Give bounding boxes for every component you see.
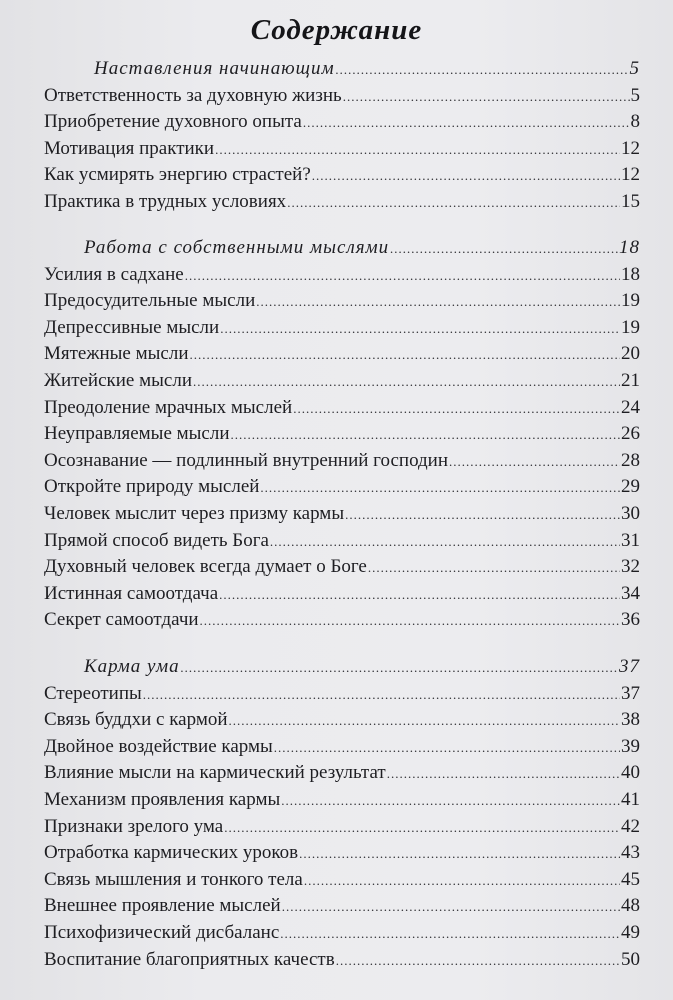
toc-entry-label: Внешнее проявление мыслей	[44, 895, 281, 917]
toc-entry	[44, 164, 640, 191]
toc-entry	[44, 949, 640, 976]
toc-leader-dots	[387, 766, 620, 782]
toc-section-heading	[44, 656, 640, 683]
toc-entry-label: Человек мыслит через призму кармы	[44, 502, 345, 524]
toc-entry-label: Как усмирять энергию страстей?	[44, 164, 311, 186]
toc-entry-page: 28	[621, 449, 640, 471]
toc-heading-label: Работа с собственными мыслями	[84, 237, 390, 258]
toc-entry	[44, 317, 640, 344]
toc-entry	[44, 530, 640, 557]
toc-entry-page: 24	[621, 396, 640, 418]
toc-leader-dots	[274, 740, 620, 756]
toc-section-heading	[44, 58, 640, 85]
toc-entry-label: Приобретение духовного опыта	[44, 111, 302, 133]
toc-leader-dots	[293, 401, 620, 417]
toc-leader-dots	[449, 454, 620, 470]
toc-entry	[44, 191, 640, 218]
toc-entry-label: Усилия в садхане	[44, 263, 184, 285]
toc-leader-dots	[336, 62, 629, 78]
toc-leader-dots	[343, 89, 630, 105]
toc-leader-dots	[200, 613, 620, 629]
toc-heading-label: Карма ума	[84, 656, 180, 677]
toc-entry-label: Мотивация практики	[44, 137, 215, 159]
toc-entry	[44, 789, 640, 816]
toc-entry	[44, 476, 640, 503]
toc-entry-page: 40	[621, 762, 640, 784]
toc-leader-dots	[390, 241, 618, 257]
toc-entry-label: Механизм проявления кармы	[44, 788, 281, 810]
toc-leader-dots	[215, 142, 620, 158]
toc-heading-page: 18	[619, 237, 640, 258]
toc-leader-dots	[304, 873, 620, 889]
toc-entry-page: 18	[621, 263, 640, 285]
toc-entry-label: Депрессивные мысли	[44, 316, 220, 338]
toc-entry-label: Откройте природу мыслей	[44, 476, 260, 498]
toc-entry-label: Истинная самоотдача	[44, 582, 219, 604]
toc-entry	[44, 895, 640, 922]
toc-entry-label: Осознавание — подлинный внутренний господин	[44, 449, 449, 471]
toc-entry	[44, 869, 640, 896]
toc-entry	[44, 609, 640, 636]
toc-entry	[44, 138, 640, 165]
toc-leader-dots	[231, 427, 620, 443]
toc-entry-page: 20	[621, 343, 640, 365]
toc-entry	[44, 583, 640, 610]
toc-leader-dots	[282, 899, 620, 915]
toc-entry-page: 38	[621, 709, 640, 731]
toc-section-2	[44, 237, 640, 636]
toc-entry-label: Воспитание благоприятных качеств	[44, 948, 335, 970]
toc-entry-label: Двойное воздействие кармы	[44, 735, 273, 757]
toc-entry-label: Связь буддхи с кармой	[44, 709, 228, 731]
toc-entry	[44, 450, 640, 477]
toc-entry-page: 34	[621, 582, 640, 604]
toc-entry	[44, 762, 640, 789]
toc-entry	[44, 290, 640, 317]
toc-entry	[44, 343, 640, 370]
toc-leader-dots	[181, 660, 618, 676]
toc-entry-label: Психофизический дисбаланс	[44, 921, 280, 943]
toc-entry	[44, 842, 640, 869]
toc-leader-dots	[229, 713, 620, 729]
toc-entry	[44, 709, 640, 736]
toc-leader-dots	[185, 268, 620, 284]
toc-section-1	[44, 58, 640, 218]
toc-heading-label: Наставления начинающим	[94, 58, 335, 79]
toc-entry-page: 31	[621, 529, 640, 551]
toc-leader-dots	[303, 115, 630, 131]
toc-leader-dots	[312, 168, 620, 184]
toc-entry-page: 45	[621, 868, 640, 890]
toc-entry-page: 12	[621, 137, 640, 159]
toc-entry-page: 36	[621, 609, 640, 631]
toc-entry-page: 26	[621, 423, 640, 445]
toc-entry-page: 30	[621, 502, 640, 524]
toc-entry-page: 42	[621, 815, 640, 837]
toc-entry-page: 19	[621, 316, 640, 338]
toc-entry-page: 15	[621, 190, 640, 212]
toc-entry-label: Стереотипы	[44, 682, 142, 704]
toc-entry	[44, 503, 640, 530]
toc-section-heading	[44, 237, 640, 264]
toc-entry-page: 48	[621, 895, 640, 917]
toc-entry	[44, 736, 640, 763]
toc-entry-page: 5	[630, 84, 640, 106]
toc-entry	[44, 423, 640, 450]
toc-entry-label: Секрет самоотдачи	[44, 609, 199, 631]
toc-entry-label: Преодоление мрачных мыслей	[44, 396, 293, 418]
toc-entry	[44, 264, 640, 291]
toc-entry-page: 50	[621, 948, 640, 970]
page-title: Содержание	[250, 14, 423, 46]
toc-entry	[44, 816, 640, 843]
toc-entry	[44, 111, 640, 138]
toc-entry	[44, 85, 640, 112]
toc-leader-dots	[280, 926, 620, 942]
toc-leader-dots	[190, 347, 621, 363]
toc-leader-dots	[219, 587, 620, 603]
toc-leader-dots	[281, 793, 620, 809]
toc-entry	[44, 556, 640, 583]
toc-entry-label: Предосудительные мысли	[44, 290, 256, 312]
toc-leader-dots	[287, 195, 620, 211]
toc-leader-dots	[270, 534, 620, 550]
toc-heading-page: 5	[629, 58, 640, 79]
toc-entry	[44, 370, 640, 397]
toc-heading-page: 37	[619, 656, 640, 677]
toc-entry	[44, 397, 640, 424]
toc-leader-dots	[336, 953, 620, 969]
toc-entry-label: Связь мышления и тонкого тела	[44, 868, 303, 890]
toc-leader-dots	[256, 294, 620, 310]
toc-leader-dots	[193, 374, 620, 390]
toc-entry-label: Признаки зрелого ума	[44, 815, 224, 837]
toc-entry-label: Практика в трудных условиях	[44, 190, 287, 212]
toc-section-3	[44, 656, 640, 975]
toc-entry	[44, 683, 640, 710]
toc-entry-page: 8	[630, 111, 640, 133]
toc-leader-dots	[345, 507, 620, 523]
toc-entry-page: 41	[621, 788, 640, 810]
toc-entry-label: Отработка кармических уроков	[44, 842, 299, 864]
toc-entry-page: 21	[621, 369, 640, 391]
toc-entry-page: 37	[621, 682, 640, 704]
toc-entry-label: Влияние мысли на кармический результат	[44, 762, 386, 784]
toc-entry-page: 43	[621, 842, 640, 864]
toc-entry-page: 32	[621, 556, 640, 578]
toc-leader-dots	[368, 560, 620, 576]
toc-entry-page: 29	[621, 476, 640, 498]
toc-entry-label: Ответственность за духовную жизнь	[44, 84, 342, 106]
toc-entry-page: 19	[621, 290, 640, 312]
toc-entry-label: Прямой способ видеть Бога	[44, 529, 269, 551]
toc-entry	[44, 922, 640, 949]
toc-entry-label: Неуправляемые мысли	[44, 423, 230, 445]
toc-entry-label: Мятежные мысли	[44, 343, 189, 365]
toc-leader-dots	[299, 846, 620, 862]
toc-entry-page: 49	[621, 921, 640, 943]
toc-entry-label: Духовный человек всегда думает о Боге	[44, 556, 367, 578]
toc-leader-dots	[224, 820, 620, 836]
toc-entry-page: 12	[621, 164, 640, 186]
toc-leader-dots	[143, 687, 620, 703]
toc-leader-dots	[220, 321, 620, 337]
toc-entry-page: 39	[621, 735, 640, 757]
toc-leader-dots	[260, 480, 620, 496]
toc-entry-label: Житейские мысли	[44, 369, 192, 391]
